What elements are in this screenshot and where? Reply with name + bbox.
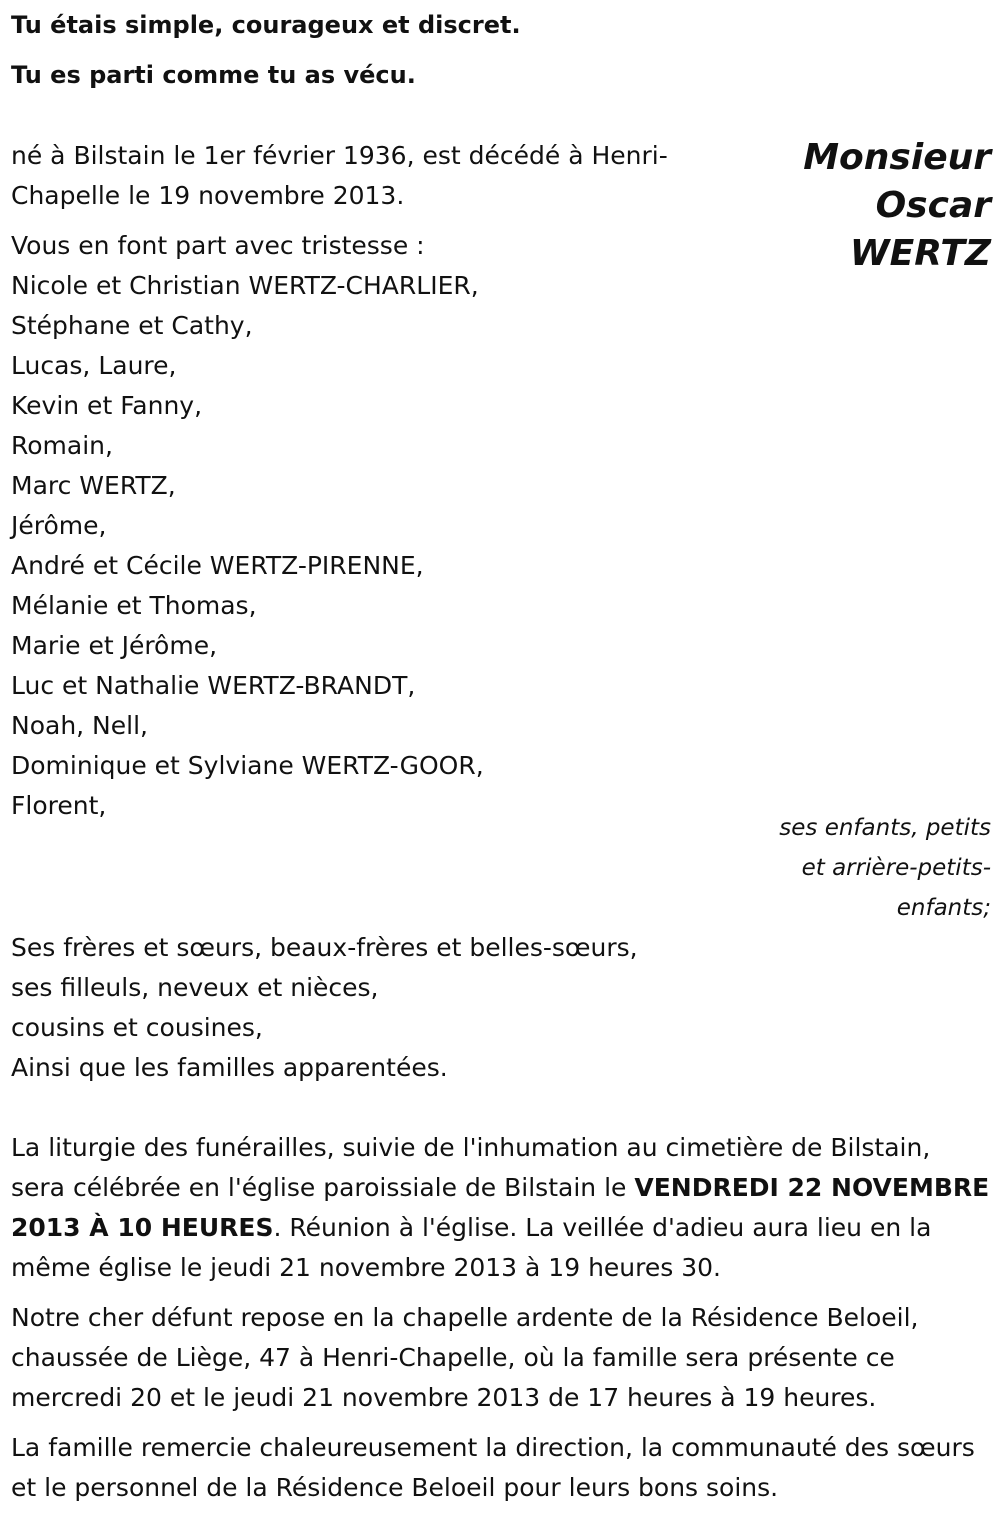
family-member: Lucas, Laure,: [11, 351, 177, 380]
family-member: Marc WERTZ,: [11, 471, 176, 500]
relatives-line: Ses frères et sœurs, beaux-frères et belles-sœurs,: [11, 933, 638, 962]
birth-death-text: né à Bilstain le 1er février 1936, est décédé à Henri-Chapelle le 19 novembre 2013.: [11, 141, 668, 210]
kin-note: [751, 808, 991, 928]
deceased-first-name: Oscar: [875, 185, 991, 226]
funeral-text-before: La liturgie des funérailles, suivie de l'inhumation au cimetière de Bilstain, sera célébrée en l'église paroissiale de Bilstain le: [11, 1133, 931, 1202]
family-member: Romain,: [11, 431, 113, 460]
deceased-name: [731, 134, 991, 278]
family-member: Kevin et Fanny,: [11, 391, 203, 420]
relatives-list: [11, 928, 638, 1088]
family-member: Mélanie et Thomas,: [11, 591, 257, 620]
family-member: Marie et Jérôme,: [11, 631, 218, 660]
family-members-list: [11, 266, 484, 826]
family-member: Dominique et Sylviane WERTZ-GOOR,: [11, 751, 484, 780]
announcement-intro: Vous en font part avec tristesse :: [11, 231, 425, 260]
funeral-text-after: . Réunion à l'église. La veillée d'adieu aura lieu en la même église le jeudi 21 novembre 2013 à 19 heures 30.: [11, 1213, 932, 1282]
kin-note-line: ses enfants, petits: [779, 815, 991, 841]
relatives-line: ses filleuls, neveux et nièces,: [11, 973, 379, 1002]
relatives-line: Ainsi que les familles apparentées.: [11, 1053, 448, 1082]
relatives-line: cousins et cousines,: [11, 1013, 263, 1042]
family-member: Nicole et Christian WERTZ-CHARLIER,: [11, 271, 479, 300]
epigraph-line-1: Tu étais simple, courageux et discret.: [11, 11, 521, 39]
family-member: André et Cécile WERTZ-PIRENNE,: [11, 551, 424, 580]
family-member: Noah, Nell,: [11, 711, 148, 740]
deceased-last-name: WERTZ: [849, 233, 991, 274]
funeral-paragraph: [11, 1128, 991, 1288]
visitation-paragraph: Notre cher défunt repose en la chapelle ardente de la Résidence Beloeil, chaussée de Liège, 47 à Henri-Chapelle, où la famille sera présente ce mercredi 20 et le jeudi 21 novembre 2013 de 17 heures à 19 heures.: [11, 1303, 919, 1412]
family-member: Florent,: [11, 791, 107, 820]
epigraph-line-2: Tu es parti comme tu as vécu.: [11, 61, 416, 89]
funeral-date: VENDREDI 22 NOVEMBRE 2013 À 10 HEURES: [11, 1173, 990, 1242]
kin-note-line: et arrière-petits-: [801, 855, 991, 881]
kin-note-line: enfants;: [896, 895, 991, 921]
family-member: Luc et Nathalie WERTZ-BRANDT,: [11, 671, 416, 700]
family-member: Jérôme,: [11, 511, 107, 540]
thanks-paragraph: La famille remercie chaleureusement la direction, la communauté des sœurs et le personnel de la Résidence Beloeil pour leurs bons soins.: [11, 1433, 975, 1502]
family-member: Stéphane et Cathy,: [11, 311, 253, 340]
deceased-title: Monsieur: [803, 137, 991, 178]
